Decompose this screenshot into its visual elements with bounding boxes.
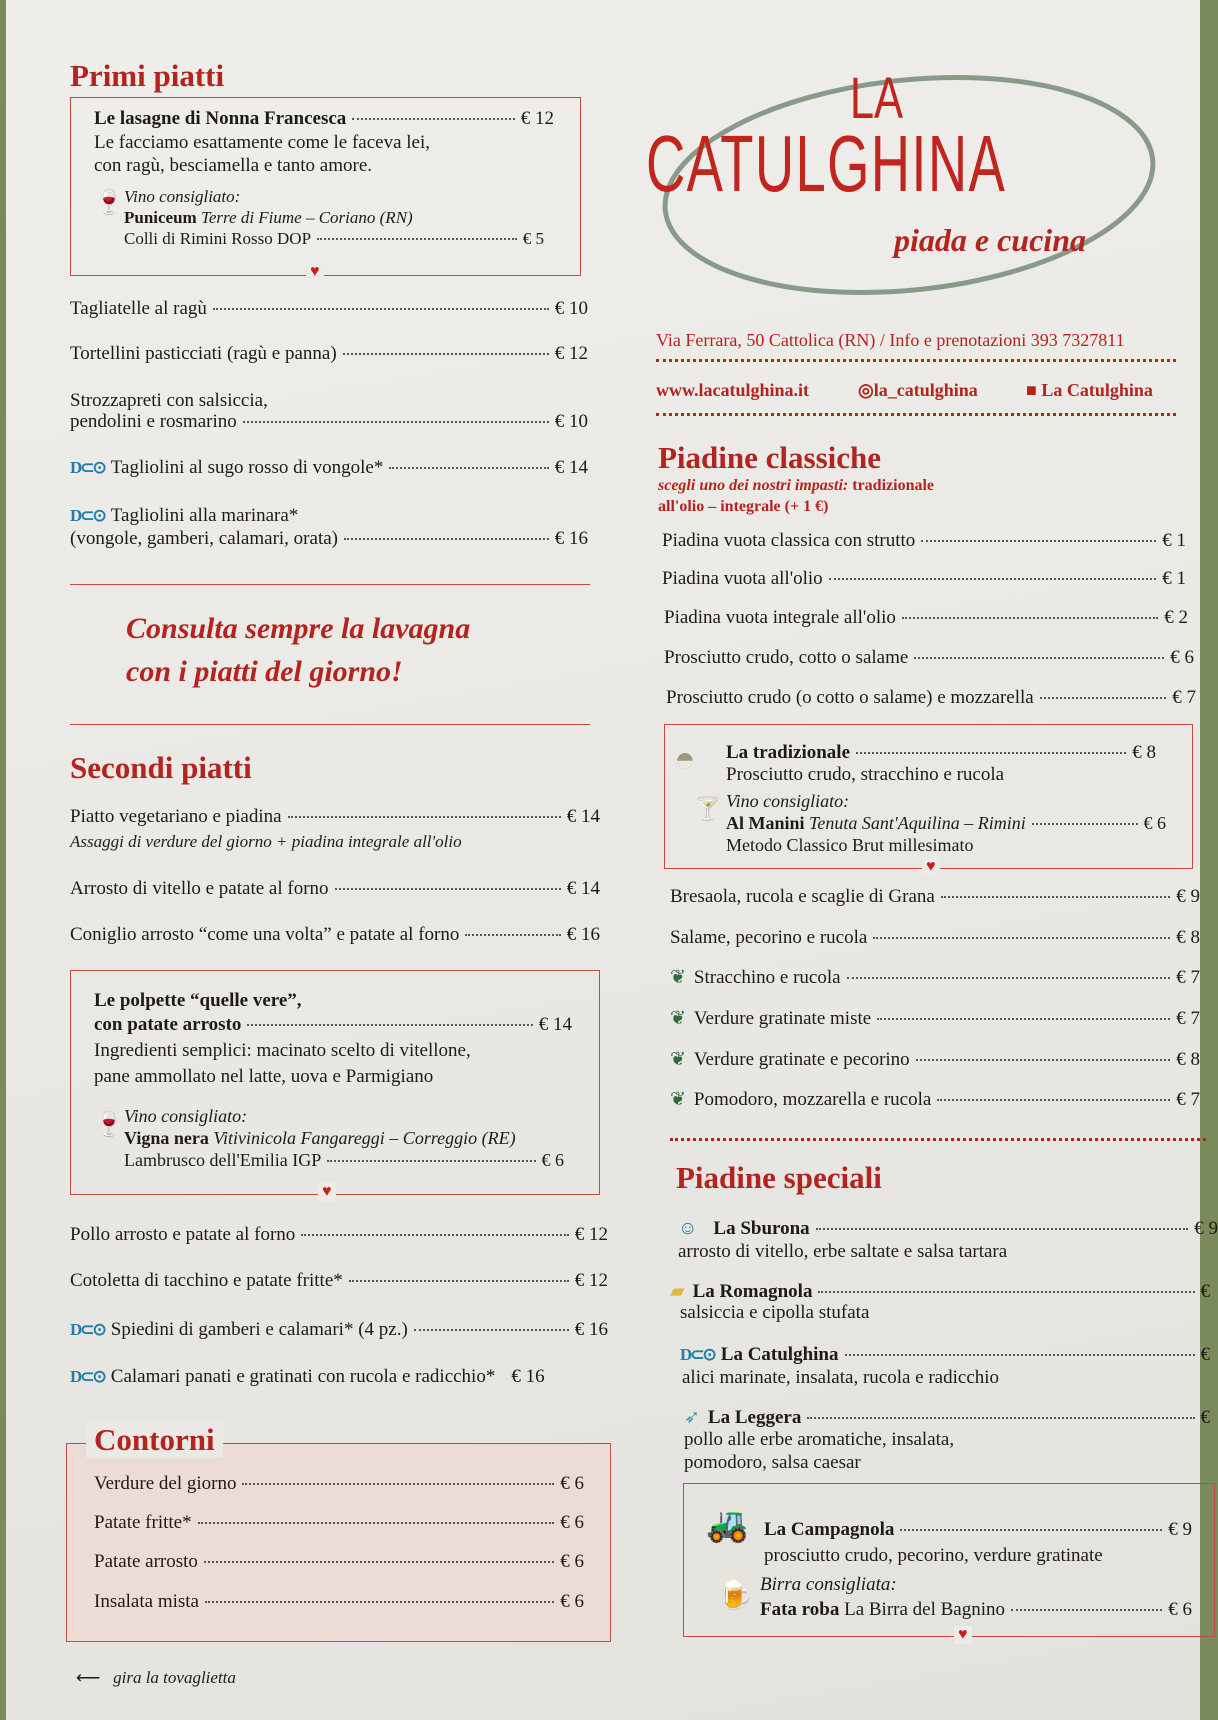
item-desc: salsiccia e cipolla stufata: [680, 1302, 870, 1323]
logo-tagline: piada e cucina: [894, 222, 1086, 258]
instagram-icon: ◎: [858, 380, 874, 400]
heart-icon: ♥: [318, 1183, 336, 1201]
classiche-subtitle: scegli uno dei nostri impasti: tradizionale: [658, 477, 935, 494]
divider: [656, 359, 1176, 362]
menu-item: Coniglio arrosto “come una volta” e patate al forno € 16: [70, 924, 600, 945]
item-desc: Assaggi di verdure del giorno + piadina integrale all'olio: [70, 832, 462, 851]
wine-row: Lambrusco dell'Emilia IGP € 6: [124, 1150, 564, 1170]
menu-item: D⊂⊙ Spiedini di gamberi e calamari* (4 pz.) € 16: [70, 1319, 608, 1340]
menu-page: [6, 0, 1218, 1720]
menu-item: Verdure del giorno € 6: [94, 1473, 584, 1494]
menu-item: ❦ Pomodoro, mozzarella e rucola € 7: [670, 1089, 1200, 1110]
feather-icon: ➶: [684, 1407, 700, 1428]
beer-label: Birra consigliata:: [760, 1574, 897, 1595]
menu-item: Piadina vuota classica con strutto € 1: [662, 530, 1186, 551]
item-desc: pomodoro, salsa caesar: [684, 1452, 861, 1473]
fish-icon: D⊂⊙: [70, 1367, 105, 1386]
menu-item: La Campagnola € 9: [764, 1519, 1192, 1540]
fish-icon: D⊂⊙: [70, 506, 105, 525]
arrow-left-icon: ⟵: [76, 1668, 101, 1687]
menu-item-line: D⊂⊙ Tagliolini alla marinara*: [70, 505, 299, 526]
wine-glass-icon: 🍸: [694, 796, 722, 821]
wine-label: Vino consigliato:: [726, 791, 850, 811]
wine-type: Metodo Classico Brut millesimato: [726, 835, 974, 855]
item-desc: Ingredienti semplici: macinato scelto di vitellone,: [94, 1040, 471, 1061]
menu-item: Tagliatelle al ragù € 10: [70, 298, 588, 319]
menu-item: ❦ Stracchino e rucola € 7: [670, 967, 1200, 988]
contorni-title: Contorni: [86, 1422, 223, 1458]
wine-glass-icon: 🍷: [94, 1112, 124, 1138]
instagram-link[interactable]: ◎la_catulghina: [858, 380, 978, 400]
menu-item: Prosciutto crudo, cotto o salame € 6: [664, 647, 1194, 668]
menu-item: Piadina vuota all'olio € 1: [662, 568, 1186, 589]
facebook-link[interactable]: ■ La Catulghina: [1026, 380, 1153, 400]
notice-line: Consulta sempre la lavagna: [126, 612, 471, 645]
menu-item: con patate arrosto € 14: [94, 1014, 572, 1035]
fish-icon: D⊂⊙: [70, 458, 105, 477]
item-desc: alici marinate, insalata, rucola e radicchio: [682, 1367, 1000, 1388]
menu-item: D⊂⊙ Tagliolini al sugo rosso di vongole* € 14: [70, 457, 588, 478]
menu-item: Insalata mista € 6: [94, 1591, 584, 1612]
divider: [656, 413, 1176, 416]
turn-over-note: ⟵ gira la tovaglietta: [76, 1668, 236, 1687]
leaf-icon: ❦: [670, 1089, 686, 1110]
wine-name: Vigna nera Vitivinicola Fangareggi – Correggio (RE): [124, 1128, 516, 1148]
menu-item: ☺ La Sburona € 9: [678, 1218, 1218, 1239]
menu-item: Pollo arrosto e patate al forno € 12: [70, 1224, 608, 1245]
heart-icon: ♥: [954, 1626, 972, 1644]
item-name: Le polpette “quelle vere”,: [94, 990, 302, 1011]
wine-name: Puniceum Terre di Fiume – Coriano (RN): [124, 208, 413, 227]
menu-item: ❦ Verdure gratinate e pecorino € 8: [670, 1049, 1200, 1070]
beer-mug-icon: 🍺: [716, 1579, 754, 1612]
heart-icon: ♥: [922, 858, 940, 876]
menu-item: Le lasagne di Nonna Francesca € 12: [94, 108, 554, 129]
logo-text: LA: [849, 66, 904, 131]
item-desc: arrosto di vitello, erbe saltate e salsa tartara: [678, 1241, 1008, 1262]
menu-item: ➶ La Leggera €: [684, 1407, 1210, 1428]
website-link[interactable]: www.lacatulghina.it: [656, 380, 810, 400]
menu-item: (vongole, gamberi, calamari, orata) € 16: [70, 528, 588, 549]
menu-item: D⊂⊙ La Catulghina €: [680, 1344, 1210, 1365]
menu-item: Patate arrosto € 6: [94, 1551, 584, 1572]
wine-label: Vino consigliato:: [124, 187, 241, 206]
leaf-icon: ❦: [670, 1049, 686, 1070]
menu-item: Cotoletta di tacchino e patate fritte* € 12: [70, 1270, 608, 1291]
leaf-icon: ❦: [670, 967, 686, 988]
menu-item: Piadina vuota integrale all'olio € 2: [664, 607, 1188, 628]
speciali-title: Piadine speciali: [676, 1160, 882, 1195]
facebook-icon: ■: [1026, 380, 1037, 400]
piadina-icon: ◓: [674, 739, 696, 779]
menu-item: Salame, pecorino e rucola € 8: [670, 927, 1200, 948]
menu-item: ▰ La Romagnola €: [670, 1281, 1210, 1302]
item-desc: prosciutto crudo, pecorino, verdure gratinate: [764, 1545, 1103, 1566]
wine-row: Al Manini Tenuta Sant'Aquilina – Rimini € 6: [726, 813, 1166, 833]
menu-item: Arrosto di vitello e patate al forno € 14: [70, 878, 600, 899]
item-desc: con ragù, besciamella e tanto amore.: [94, 155, 373, 176]
fish-icon: D⊂⊙: [70, 1320, 105, 1339]
menu-item: ❦ Verdure gratinate miste € 7: [670, 1008, 1200, 1029]
item-desc: pane ammollato nel latte, uova e Parmigiano: [94, 1066, 434, 1087]
sunglasses-smiley-icon: ☺: [678, 1218, 698, 1239]
menu-item: pendolini e rosmarino € 10: [70, 411, 588, 432]
fish-icon: D⊂⊙: [680, 1345, 715, 1364]
classiche-subtitle: all'olio – integrale (+ 1 €): [658, 498, 829, 515]
wine-glass-icon: 🍷: [94, 190, 124, 216]
contact-address: Via Ferrara, 50 Cattolica (RN) / Info e prenotazioni 393 7327811: [656, 330, 1125, 350]
heart-icon: ♥: [306, 263, 324, 281]
leaf-icon: ❦: [670, 1008, 686, 1029]
menu-item: La tradizionale € 8: [726, 742, 1156, 763]
item-desc: pollo alle erbe aromatiche, insalata,: [684, 1429, 955, 1450]
item-desc: Le facciamo esattamente come le faceva lei,: [94, 132, 430, 153]
notice-line: con i piatti del giorno!: [126, 655, 403, 688]
menu-item: Tortellini pasticciati (ragù e panna) € 12: [70, 343, 588, 364]
wine-row: Colli di Rimini Rosso DOP € 5: [124, 229, 544, 248]
wine-label: Vino consigliato:: [124, 1106, 248, 1126]
tractor-icon: 🚜: [706, 1507, 749, 1544]
region-map-icon: ▰: [670, 1281, 685, 1302]
menu-item: D⊂⊙ Calamari panati e gratinati con rucola e radicchio* € 16: [70, 1366, 545, 1387]
beer-row: Fata roba La Birra del Bagnino € 6: [760, 1599, 1192, 1620]
secondi-title: Secondi piatti: [70, 750, 252, 785]
menu-item: Bresaola, rucola e scaglie di Grana € 9: [670, 886, 1200, 907]
divider: [670, 1138, 1206, 1141]
divider: [70, 724, 590, 725]
primi-title: Primi piatti: [70, 58, 225, 93]
logo-text: CATULGHINA: [646, 119, 1007, 208]
item-desc: Prosciutto crudo, stracchino e rucola: [726, 764, 1005, 785]
classiche-title: Piadine classiche: [658, 440, 882, 475]
divider: [70, 584, 590, 585]
menu-item: Piatto vegetariano e piadina € 14: [70, 806, 600, 827]
menu-item: Patate fritte* € 6: [94, 1512, 584, 1533]
menu-item: Prosciutto crudo (o cotto o salame) e mozzarella € 7: [666, 687, 1196, 708]
menu-item-line: Strozzapreti con salsiccia,: [70, 390, 268, 411]
